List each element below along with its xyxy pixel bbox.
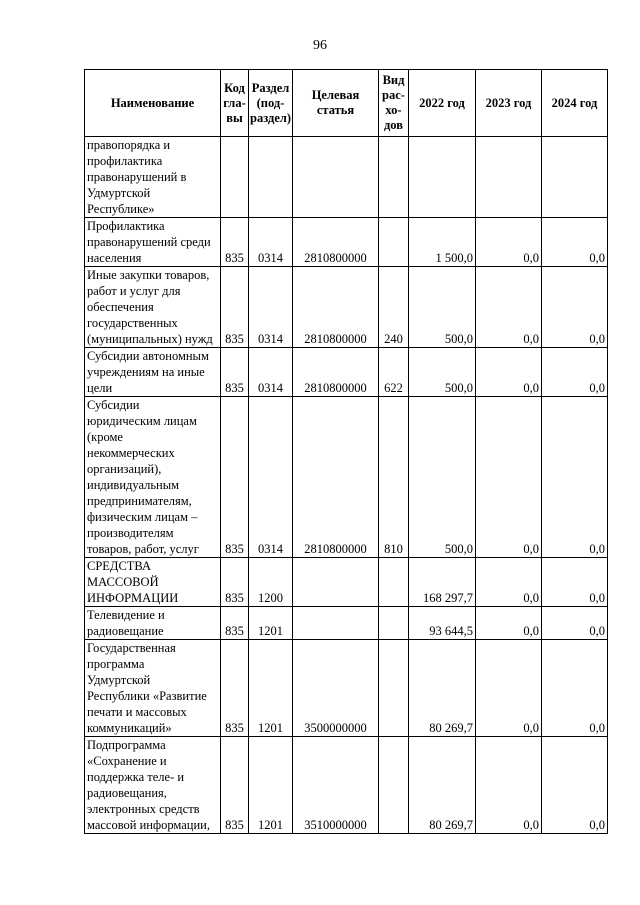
row-2023: 0,0 xyxy=(476,607,542,640)
row-razdel: 1200 xyxy=(249,558,293,607)
header-kod: Код гла- вы xyxy=(221,70,249,137)
row-razdel: 0314 xyxy=(249,267,293,348)
row-name: Профилактика правонарушений среди населения xyxy=(85,218,221,267)
row-2023: 0,0 xyxy=(476,558,542,607)
row-name: Телевидение и радиовещание xyxy=(85,607,221,640)
row-kod: 835 xyxy=(221,737,249,834)
row-2022: 500,0 xyxy=(409,348,476,397)
row-name: Субсидии автономным учреждениям на иные цели xyxy=(85,348,221,397)
header-statya: Целевая статья xyxy=(293,70,379,137)
row-2023: 0,0 xyxy=(476,737,542,834)
row-statya: 2810800000 xyxy=(293,397,379,558)
table-row xyxy=(85,737,608,834)
table-row xyxy=(85,348,608,397)
row-kod xyxy=(221,137,249,218)
row-name: правопорядка и профилактика правонарушений в Удмуртской Республике» xyxy=(85,137,221,218)
row-razdel: 0314 xyxy=(249,348,293,397)
row-2023: 0,0 xyxy=(476,267,542,348)
row-2022: 168 297,7 xyxy=(409,558,476,607)
row-statya xyxy=(293,558,379,607)
row-razdel: 0314 xyxy=(249,397,293,558)
row-2022: 500,0 xyxy=(409,397,476,558)
row-statya: 3500000000 xyxy=(293,640,379,737)
row-razdel: 0314 xyxy=(249,218,293,267)
row-name: Субсидии юридическим лицам (кроме некоммерческих организаций), индивидуальным предпринимателям, физическим лицам – производителям товаров, работ, услуг xyxy=(85,397,221,558)
table-row xyxy=(85,397,608,558)
budget-table xyxy=(84,69,608,834)
header-razdel: Раздел (под- раздел) xyxy=(249,70,293,137)
row-statya: 2810800000 xyxy=(293,348,379,397)
row-statya: 3510000000 xyxy=(293,737,379,834)
row-kod: 835 xyxy=(221,267,249,348)
row-2024: 0,0 xyxy=(542,640,608,737)
row-2023: 0,0 xyxy=(476,397,542,558)
row-statya xyxy=(293,137,379,218)
row-kod: 835 xyxy=(221,640,249,737)
row-kod: 835 xyxy=(221,218,249,267)
row-2024: 0,0 xyxy=(542,737,608,834)
table-row xyxy=(85,218,608,267)
header-row xyxy=(85,70,608,137)
row-vid xyxy=(379,218,409,267)
row-2024: 0,0 xyxy=(542,267,608,348)
row-2022: 80 269,7 xyxy=(409,640,476,737)
row-razdel: 1201 xyxy=(249,640,293,737)
row-razdel: 1201 xyxy=(249,607,293,640)
page-number: 96 xyxy=(313,38,327,53)
row-kod: 835 xyxy=(221,348,249,397)
row-2022: 93 644,5 xyxy=(409,607,476,640)
row-2024: 0,0 xyxy=(542,558,608,607)
row-2024 xyxy=(542,137,608,218)
row-2022: 80 269,7 xyxy=(409,737,476,834)
row-2022 xyxy=(409,137,476,218)
row-razdel: 1201 xyxy=(249,737,293,834)
row-name: Иные закупки товаров, работ и услуг для обеспечения государственных (муниципальных) нужд xyxy=(85,267,221,348)
row-vid: 810 xyxy=(379,397,409,558)
row-2022: 500,0 xyxy=(409,267,476,348)
table-row xyxy=(85,137,608,218)
row-vid xyxy=(379,558,409,607)
row-2024: 0,0 xyxy=(542,348,608,397)
row-vid xyxy=(379,640,409,737)
row-2023 xyxy=(476,137,542,218)
row-kod: 835 xyxy=(221,558,249,607)
row-vid: 240 xyxy=(379,267,409,348)
header-name: Наименование xyxy=(85,70,221,137)
row-razdel xyxy=(249,137,293,218)
header-2022: 2022 год xyxy=(409,70,476,137)
table-row xyxy=(85,267,608,348)
header-vid: Вид рас- хо- дов xyxy=(379,70,409,137)
table-row xyxy=(85,607,608,640)
table-row xyxy=(85,640,608,737)
row-name: СРЕДСТВА МАССОВОЙ ИНФОРМАЦИИ xyxy=(85,558,221,607)
header-2023: 2023 год xyxy=(476,70,542,137)
row-name: Подпрограмма «Сохранение и поддержка теле- и радиовещания, электронных средств массовой информации, xyxy=(85,737,221,834)
row-vid xyxy=(379,607,409,640)
row-2024: 0,0 xyxy=(542,397,608,558)
row-name: Государственная программа Удмуртской Республики «Развитие печати и массовых коммуникаций» xyxy=(85,640,221,737)
row-kod: 835 xyxy=(221,397,249,558)
table-row xyxy=(85,558,608,607)
row-statya: 2810800000 xyxy=(293,267,379,348)
header-2024: 2024 год xyxy=(542,70,608,137)
row-2024: 0,0 xyxy=(542,607,608,640)
row-2023: 0,0 xyxy=(476,218,542,267)
row-2022: 1 500,0 xyxy=(409,218,476,267)
row-statya xyxy=(293,607,379,640)
row-2023: 0,0 xyxy=(476,348,542,397)
row-vid xyxy=(379,737,409,834)
row-vid: 622 xyxy=(379,348,409,397)
row-statya: 2810800000 xyxy=(293,218,379,267)
row-vid xyxy=(379,137,409,218)
row-2024: 0,0 xyxy=(542,218,608,267)
row-kod: 835 xyxy=(221,607,249,640)
row-2023: 0,0 xyxy=(476,640,542,737)
